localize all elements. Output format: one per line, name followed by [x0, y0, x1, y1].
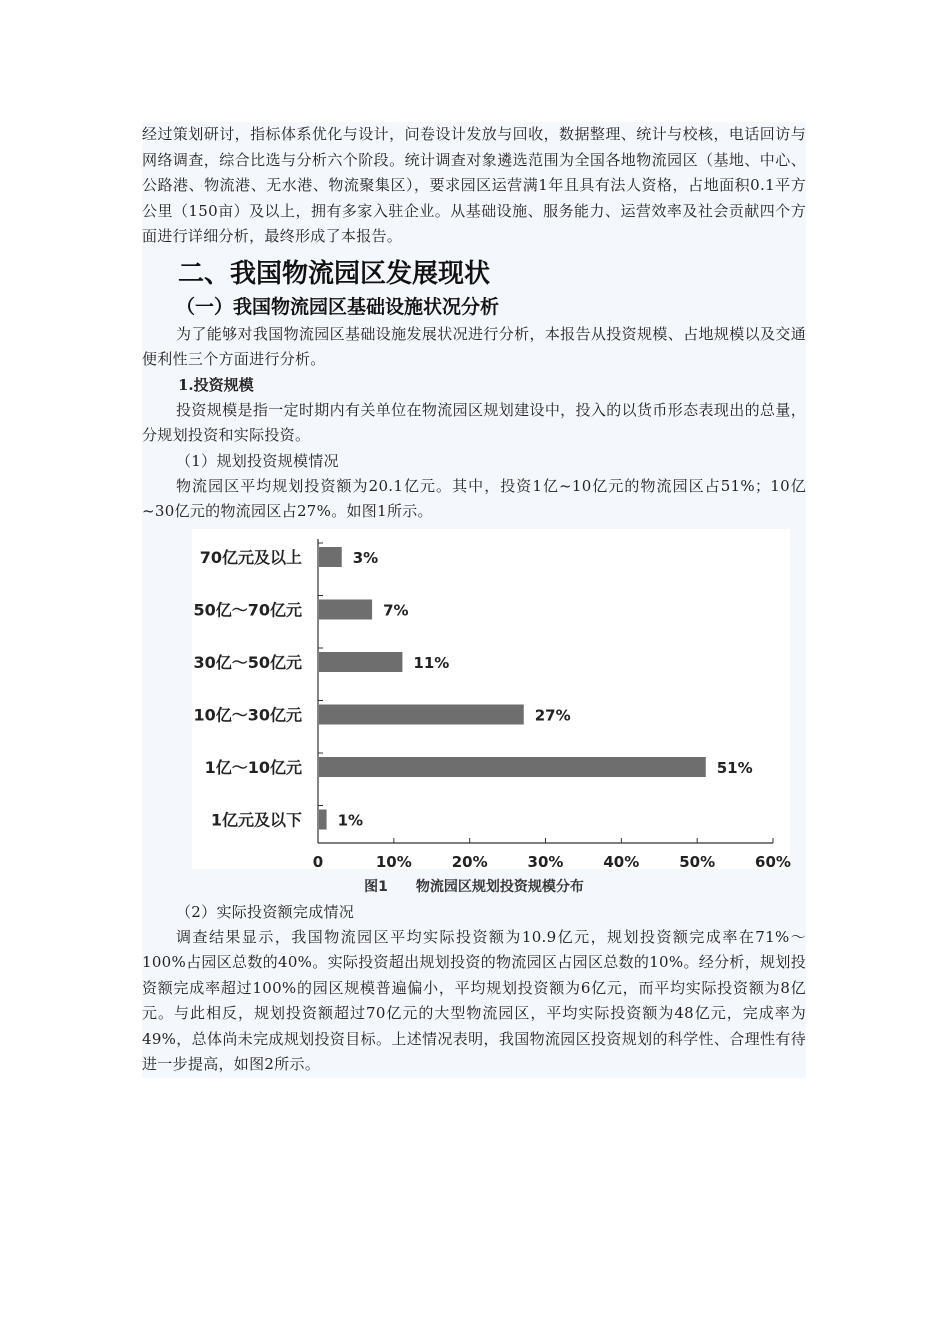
item-title: 1.投资规模	[178, 375, 254, 394]
category-label: 10亿～30亿元	[193, 705, 302, 724]
sub2-title: （2）实际投资额完成情况	[176, 902, 355, 921]
chart-svg	[142, 529, 806, 874]
value-label: 27%	[534, 706, 571, 724]
subsection-title: （一）我国物流园区基础设施状况分析	[176, 295, 500, 318]
subsection-intro: 为了能够对我国物流园区基础设施发展状况进行分析，本报告从投资规模、占地规模以及交通便利性三个方面进行分析。	[142, 324, 806, 368]
section-title: 二、我国物流园区发展现状	[178, 258, 491, 289]
x-tick-label: 50%	[679, 852, 716, 871]
x-tick-label: 0	[312, 852, 324, 871]
bar	[319, 757, 706, 777]
category-label: 70亿元及以上	[199, 547, 302, 567]
sub1-paragraph: 物流园区平均规划投资额为20.1亿元。其中，投资1亿~10亿元的物流园区占51%；10亿~30亿元的物流园区占27%。如图1所示。	[142, 476, 806, 520]
document-body	[142, 122, 806, 1078]
item-paragraph: 投资规模是指一定时期内有关单位在物流园区规划建设中，投入的以货币形态表现出的总量，分规划投资和实际投资。	[142, 400, 806, 444]
x-tick-label: 30%	[527, 852, 564, 871]
category-label: 50亿～70亿元	[193, 600, 302, 619]
bar	[319, 652, 402, 672]
category-label: 1亿元及以下	[210, 810, 302, 829]
value-label: 7%	[383, 601, 409, 619]
category-label: 30亿～50亿元	[193, 652, 302, 672]
x-tick-label: 40%	[603, 852, 640, 871]
sub2-paragraph: 调查结果显示，我国物流园区平均实际投资额为10.9亿元，规划投资额完成率在71%～100%占园区总数的40%。实际投资超出规划投资的物流园区占园区总数的10%。经分析，规划投资额完成率超过100%的园区规模普遍偏小，平均规划投资额为6亿元，而平均实际投资额为8亿元。与此相反，规划投资额超过70亿元的大型物流园区，平均实际投资额为48亿元，完成率为49%，总体尚未完成规划投资目标。上述情况表明，我国物流园区投资规划的科学性、合理性有待进一步提高，如图2所示。	[142, 927, 806, 1073]
value-label: 3%	[352, 548, 379, 567]
bar	[319, 704, 524, 724]
bar	[319, 599, 372, 619]
bar	[319, 809, 327, 829]
x-tick-label: 10%	[375, 852, 412, 871]
bar	[319, 547, 342, 567]
category-label: 1亿～10亿元	[204, 757, 302, 777]
investment-chart	[142, 529, 806, 874]
figure-caption: 图1 物流园区规划投资规模分布	[364, 878, 584, 895]
x-tick-label: 20%	[451, 852, 488, 871]
value-label: 11%	[413, 653, 450, 672]
value-label: 51%	[716, 758, 753, 777]
value-label: 1%	[337, 811, 364, 829]
x-tick-label: 60%	[755, 852, 791, 871]
intro-paragraph: 经过策划研讨，指标体系优化与设计，问卷设计发放与回收，数据整理、统计与校核，电话回访与网络调查，综合比选与分析六个阶段。统计调查对象遴选范围为全国各地物流园区（基地、中心、公路港、物流港、无水港、物流聚集区），要求园区运营满1年且具有法人资格，占地面积0.1平方公里（150亩）及以上，拥有多家入驻企业。从基础设施、服务能力、运营效率及社会贡献四个方面进行详细分析，最终形成了本报告。	[142, 125, 806, 245]
sub1-title: （1）规划投资规模情况	[176, 451, 339, 470]
